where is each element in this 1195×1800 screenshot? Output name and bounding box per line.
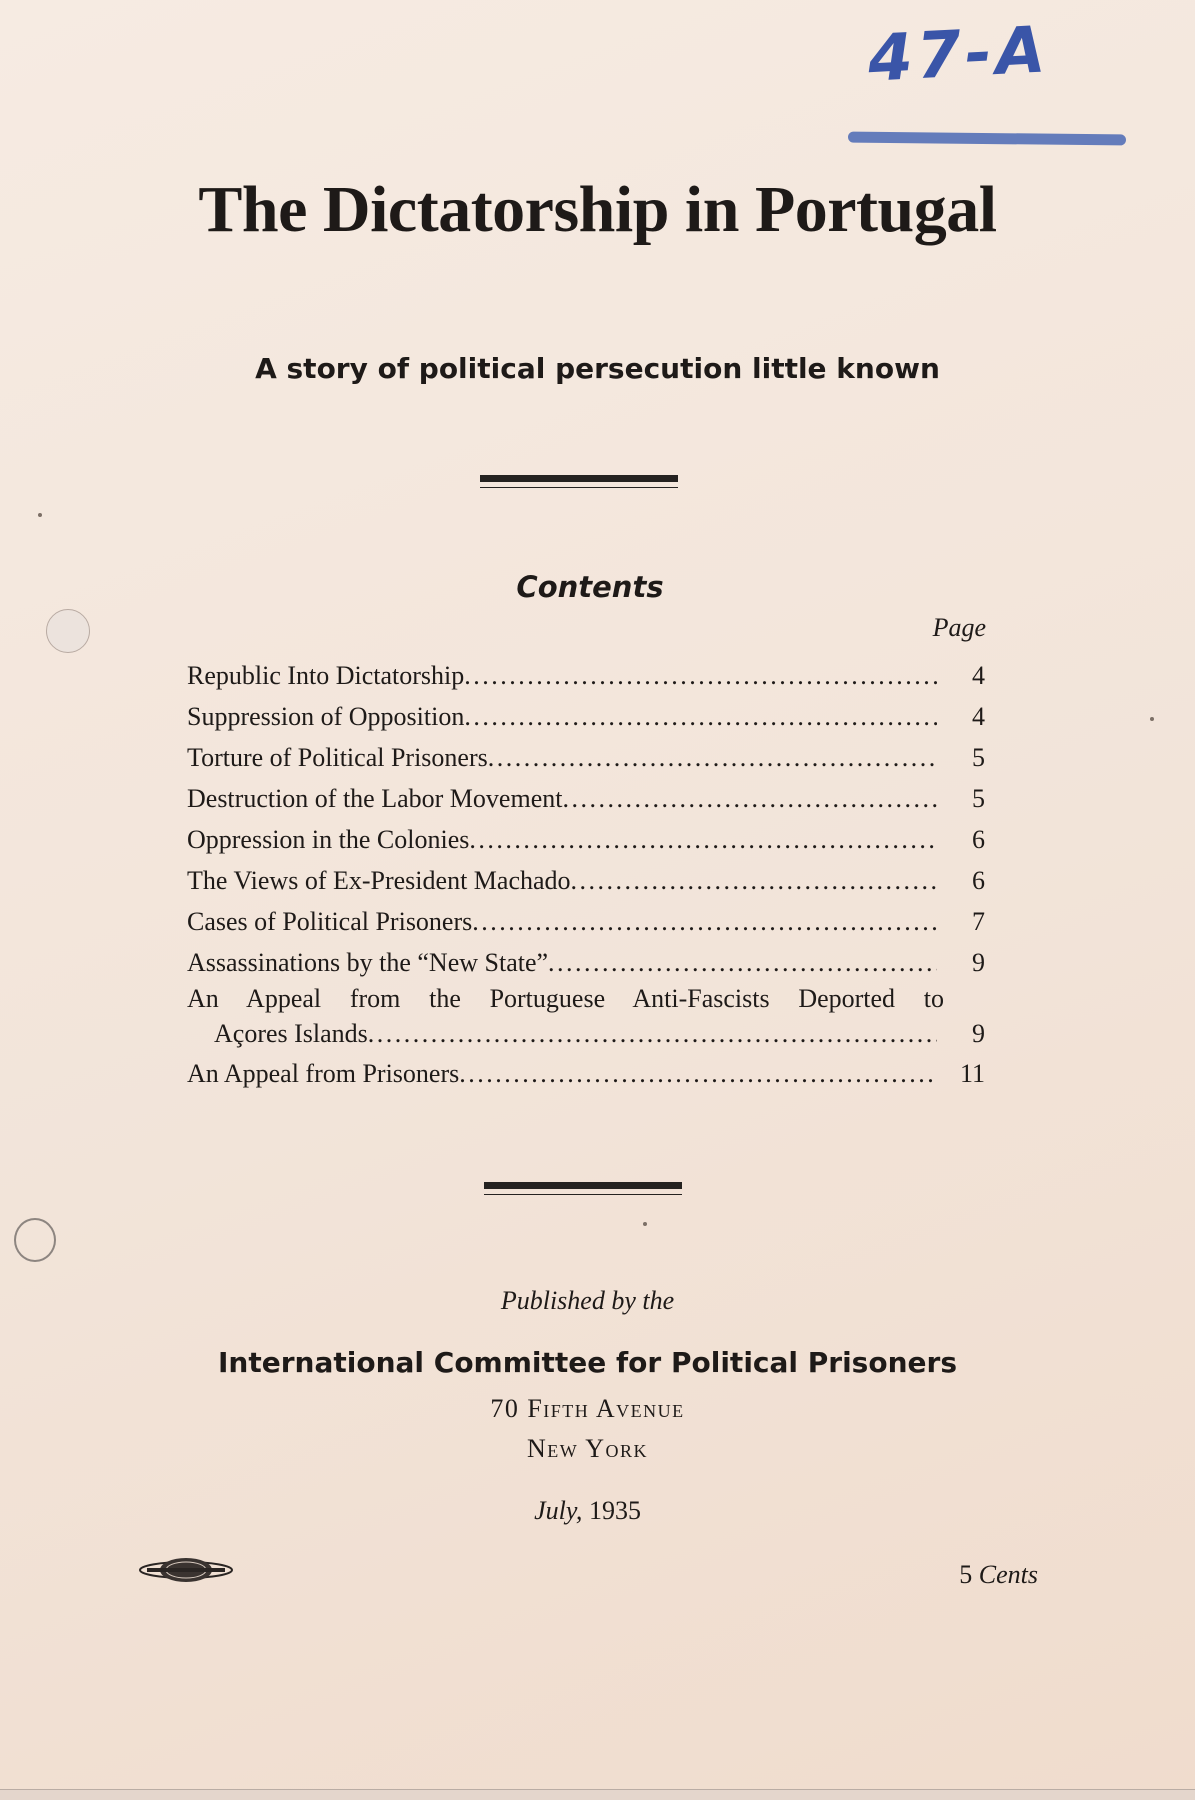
toc-entry-title: Oppression in the Colonies (187, 825, 470, 854)
toc-entry-title: An Appeal from Prisoners (187, 1059, 460, 1088)
toc-leader-dots (464, 697, 937, 737)
divider-rule-top (480, 475, 678, 488)
publication-month: July, (534, 1496, 583, 1525)
union-label-icon (137, 1555, 235, 1585)
toc-entry-page: 9 (972, 1019, 985, 1048)
toc-entry-page: 5 (972, 784, 985, 813)
toc-entry-title-line2: Açores Islands (214, 1019, 368, 1048)
paper-speck (1150, 717, 1154, 721)
toc-leader-dots (562, 779, 937, 819)
toc-leader-dots (472, 902, 937, 942)
toc-entry-page: 11 (959, 1059, 985, 1088)
binder-hole (46, 609, 90, 653)
price-amount: 5 (959, 1560, 973, 1589)
toc-entry-title: Torture of Political Prisoners (187, 743, 488, 772)
toc-entry-title: Destruction of the Labor Movement (187, 784, 563, 813)
toc-entry-title: Republic Into Dictatorship (187, 661, 465, 690)
document-subtitle: A story of political persecution little known (255, 352, 940, 385)
toc-entry-page: 4 (972, 702, 985, 731)
catalog-number-underline (848, 132, 1126, 146)
toc-leader-dots (469, 820, 937, 860)
publisher-name: International Committee for Political Prisoners (218, 1346, 957, 1379)
paper-speck (643, 1222, 647, 1226)
publisher-address: 70 Fifth Avenue (490, 1394, 685, 1423)
toc-leader-dots (488, 738, 937, 778)
divider-rule-bottom (484, 1182, 682, 1195)
publication-date (0, 1496, 1175, 1526)
paper-speck (38, 513, 42, 517)
toc-entry (187, 655, 985, 696)
toc-leader-dots (368, 1015, 937, 1053)
document-title: The Dictatorship in Portugal (198, 173, 997, 246)
toc-entry-page: 5 (972, 743, 985, 772)
toc-entry-title: Suppression of Opposition (187, 702, 465, 731)
publication-year: 1935 (588, 1496, 641, 1525)
toc-entry-page: 6 (972, 866, 985, 895)
toc-leader-dots (459, 1054, 937, 1094)
price-unit: Cents (978, 1560, 1038, 1589)
toc-entry-title: Assassinations by the “New State” (187, 948, 549, 977)
toc-entry (187, 819, 985, 860)
toc-entry (187, 696, 985, 737)
toc-entry-title: Cases of Political Prisoners (187, 907, 473, 936)
publisher-city: New York (526, 1434, 649, 1463)
table-of-contents (187, 655, 985, 1094)
toc-entry-title: The Views of Ex-President Machado (187, 866, 571, 895)
toc-entry-title-line1: An Appeal from the Portuguese Anti-Fascists Deported to (187, 984, 944, 1013)
price (900, 1560, 1038, 1590)
toc-entry (187, 778, 985, 819)
toc-entry (187, 983, 985, 1053)
binder-hole (14, 1218, 56, 1262)
contents-heading: Contents (516, 570, 664, 604)
toc-entry-page: 7 (972, 907, 985, 936)
toc-leader-dots (464, 656, 937, 696)
toc-entry (187, 1053, 985, 1094)
toc-leader-dots (548, 943, 937, 983)
handwritten-catalog-number: 47-A (866, 13, 1051, 97)
toc-entry (187, 860, 985, 901)
published-by-line: Published by the (500, 1286, 675, 1315)
toc-entry-page: 6 (972, 825, 985, 854)
toc-entry (187, 901, 985, 942)
page-column-label: Page (932, 613, 986, 642)
toc-entry (187, 737, 985, 778)
toc-leader-dots (571, 861, 937, 901)
toc-entry-page: 9 (972, 948, 985, 977)
page-bottom-edge (0, 1789, 1195, 1800)
toc-entry (187, 942, 985, 983)
toc-entry-page: 4 (972, 661, 985, 690)
